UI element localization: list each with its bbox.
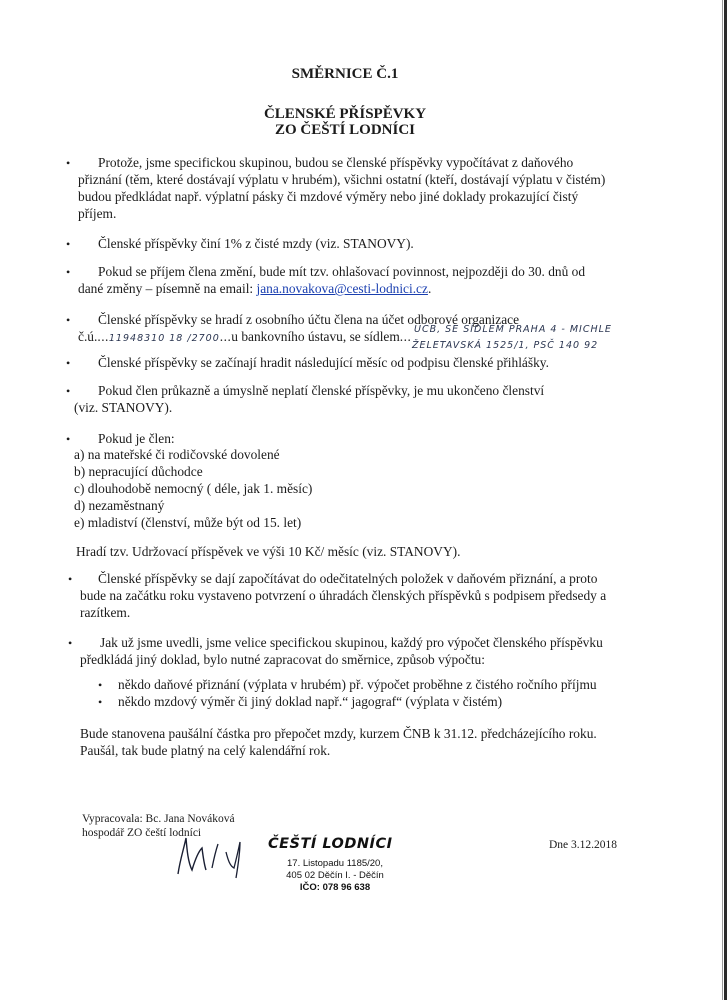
- bullet: •: [66, 156, 71, 170]
- bullet: •: [68, 636, 73, 650]
- stamp-address-street: 17. Listopadu 1185/20,: [287, 858, 383, 869]
- bullet: •: [98, 678, 103, 692]
- handwritten-account-number: 11948310 18 /2700: [108, 333, 220, 344]
- paragraph-line: Paušál, tak bude platný na celý kalendářní rok.: [80, 743, 331, 758]
- paragraph-line: Pokud člen průkazně a úmyslně neplatí členské příspěvky, je mu ukončeno členství: [98, 383, 545, 398]
- paragraph-line: předkládá jiný doklad, bylo nutné zapracovat do směrnice, způsob výpočtu:: [80, 652, 485, 667]
- paragraph-line: Bude stanovena paušální částka pro přepočet mzdy, kurzem ČNB k 31.12. předcházejícího roku.: [80, 726, 597, 741]
- bullet: •: [66, 265, 71, 279]
- dotted-fill: ...: [97, 329, 109, 344]
- dotted-fill: ...: [219, 329, 232, 344]
- paragraph-line: Členské příspěvky se hradí z osobního účtu člena na účet odborové organizace: [98, 312, 520, 327]
- paragraph-line: Pokud je člen:: [98, 431, 175, 446]
- stamp-org-name: ČEŠTÍ LODNÍCI: [268, 836, 393, 852]
- list-item: b) nepracující důchodce: [74, 464, 203, 479]
- stamp-ico: IČO: 078 96 638: [299, 882, 371, 893]
- stamp-address-city: 405 02 Děčín I. - Děčín: [286, 870, 384, 881]
- email-suffix: .: [427, 281, 432, 296]
- list-item: a) na mateřské či rodičovské dovolené: [74, 447, 280, 462]
- bank-text: u bankovního ústavu, se sídlem: [231, 329, 400, 344]
- bullet: •: [66, 356, 71, 370]
- prepared-by: Vypracovala: Bc. Jana Nováková: [82, 813, 235, 825]
- paragraph-line: Členské příspěvky činí 1% z čisté mzdy (viz. STANOVY).: [98, 236, 414, 251]
- paragraph-line: Protože, jsme specifickou skupinou, budou se členské příspěvky vypočítávat z daňového: [98, 155, 574, 170]
- paragraph-line: přiznání (těm, které dostávají výplatu v hrubém), všichni ostatní (kteří, dostávají výplatu v čistém): [78, 172, 606, 187]
- sub-list-item: někdo daňové přiznání (výplata v hrubém) př. výpočet proběhne z čistého ročního příjmu: [118, 677, 597, 692]
- paragraph-line: budou předkládat např. výplatní pásky či mzdové výměry nebo jiné doklady prokazující čistý: [78, 189, 579, 204]
- prepared-by-role: hospodář ZO čeští lodníci: [82, 827, 202, 839]
- bullet: •: [98, 695, 103, 709]
- bullet: •: [66, 384, 71, 398]
- paragraph-line: Hradí tzv. Udržovací příspěvek ve výši 10 Kč/ měsíc (viz. STANOVY).: [76, 544, 461, 559]
- document-title: SMĚRNICE Č.1: [291, 66, 399, 82]
- list-item: d) nezaměstnaný: [74, 498, 165, 513]
- bullet: •: [66, 313, 71, 327]
- signature-image: [170, 830, 250, 882]
- email-link[interactable]: jana.novakova@cesti-lodnici.cz: [256, 281, 428, 296]
- dotted-fill: ...: [399, 329, 412, 344]
- list-item: e) mladiství (členství, může být od 15. let): [74, 515, 302, 530]
- paragraph-line: příjem.: [78, 206, 117, 221]
- email-prefix: dané změny – písemně na email:: [78, 281, 257, 296]
- bullet: •: [66, 432, 71, 446]
- handwritten-bank-address: UCB, SE SÍDLEM PRAHA 4 - MICHLE: [414, 324, 612, 335]
- paragraph-line: bude na začátku roku vystaveno potvrzení o úhradách členských příspěvků s podpisem předsedy a: [80, 588, 607, 603]
- paragraph-line: Pokud se příjem člena změní, bude mít tzv. ohlašovací povinnost, nejpozději do 30. dnů od: [98, 264, 586, 279]
- document-date: Dne 3.12.2018: [549, 839, 618, 851]
- bullet: •: [66, 237, 71, 251]
- account-prefix: č.ú.: [78, 329, 98, 344]
- scan-edge-shadow: [722, 0, 723, 1000]
- paragraph-line: Členské příspěvky se dají započítávat do odečitatelných položek v daňovém přiznání, a proto: [98, 571, 598, 586]
- paragraph-line: razítkem.: [80, 605, 131, 620]
- document-subtitle: ČLENSKÉ PŘÍSPĚVKY: [263, 106, 427, 122]
- paragraph-line: (viz. STANOVY).: [74, 400, 173, 415]
- bullet: •: [68, 572, 73, 586]
- sub-list-item: někdo mzdový výměr či jiný doklad např.“ jagograf“ (výplata v čistém): [118, 694, 503, 709]
- paragraph-line: [78, 280, 431, 297]
- list-item: c) dlouhodobě nemocný ( déle, jak 1. měsíc): [74, 481, 313, 496]
- account-line: [78, 328, 411, 347]
- paragraph-line: Členské příspěvky se začínají hradit následující měsíc od podpisu členské přihlášky.: [98, 355, 549, 370]
- document-subtitle-org: ZO ČEŠTÍ LODNÍCI: [274, 122, 416, 138]
- paragraph-line: Jak už jsme uvedli, jsme velice specifickou skupinou, každý pro výpočet členského příspěvku: [100, 635, 603, 650]
- handwritten-bank-street: ŽELETAVSKÁ 1525/1, PSČ 140 92: [412, 340, 599, 351]
